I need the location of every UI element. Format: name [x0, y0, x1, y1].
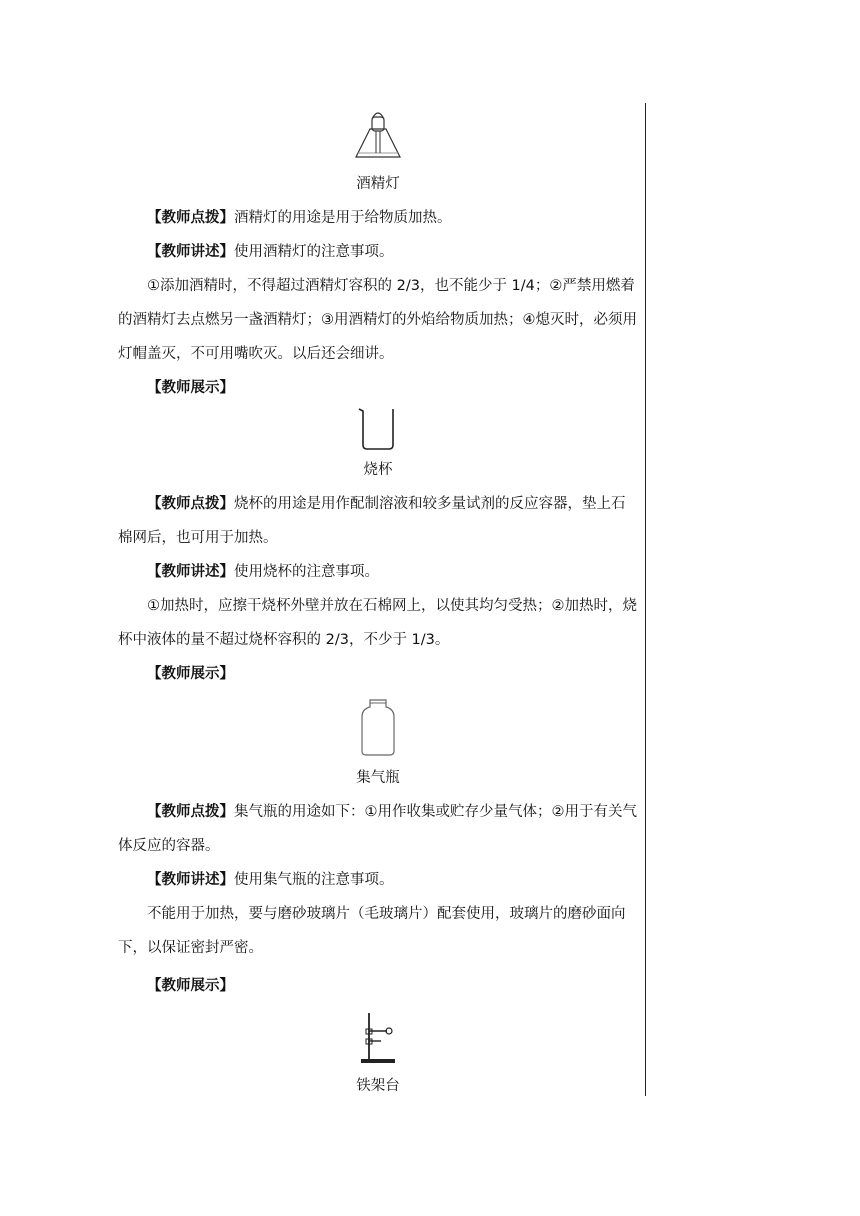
tag-label: 【教师展示】 — [147, 380, 234, 396]
figure-caption-stand: 铁架台 — [356, 1078, 400, 1094]
paragraph — [118, 555, 638, 589]
paragraph-text: 使用烧杯的注意事项。 — [234, 564, 379, 580]
paragraph: 不能用于加热，要与磨砂玻璃片（毛玻璃片）配套使用，玻璃片的磨砂面向下，以保证密封严密。 — [118, 906, 626, 956]
iron-stand-icon — [355, 1011, 401, 1067]
tag-label: 【教师展示】 — [147, 666, 234, 682]
paragraph-text: 烧杯的用途是用作配制溶液和较多量试剂的反应容器，垫上石棉网后，也可用于加热。 — [118, 496, 626, 546]
paragraph: ①添加酒精时，不得超过酒精灯容积的 2/3，也不能少于 1/4；②严禁用燃着的酒精灯去点燃另一盏酒精灯；③用酒精灯的外焰给物质加热；④熄灭时，必须用灯帽盖灭，不可用嘴吹灭。以后还会细讲。 — [118, 278, 637, 362]
tag-label: 【教师讲述】 — [147, 872, 234, 888]
figure-caption-lamp: 酒精灯 — [356, 176, 400, 192]
paragraph-text: 集气瓶的用途如下：①用作收集或贮存少量气体；②用于有关气体反应的容器。 — [118, 804, 637, 854]
paragraph-text: 酒精灯的用途是用于给物质加热。 — [234, 210, 452, 226]
beaker-icon — [353, 405, 403, 451]
paragraph — [118, 657, 638, 691]
paragraph — [118, 795, 638, 863]
figure-caption-bottle: 集气瓶 — [356, 770, 400, 786]
paragraph — [118, 487, 638, 555]
gas-bottle-figure — [118, 691, 638, 761]
paragraph — [118, 969, 638, 1003]
figure-caption-beaker: 烧杯 — [363, 462, 393, 478]
content-column — [118, 107, 638, 1103]
paragraph-text: 使用酒精灯的注意事项。 — [234, 244, 394, 260]
paragraph: ①加热时，应擦干烧杯外壁并放在石棉网上，以使其均匀受热；②加热时，烧杯中液体的量不超过烧杯容积的 2/3，不少于 1/3。 — [118, 598, 637, 648]
tag-label: 【教师点拨】 — [147, 804, 234, 820]
tag-label: 【教师展示】 — [147, 978, 234, 994]
beaker-figure — [118, 405, 638, 453]
alcohol-lamp-figure — [118, 107, 638, 167]
paragraph — [118, 201, 638, 235]
gas-bottle-icon — [356, 697, 400, 757]
paragraph — [118, 235, 638, 269]
table-border-line — [645, 103, 646, 1096]
iron-stand-figure — [118, 1003, 638, 1069]
tag-label: 【教师点拨】 — [147, 496, 234, 512]
paragraph — [118, 371, 638, 405]
alcohol-lamp-icon — [348, 107, 408, 167]
tag-label: 【教师点拨】 — [147, 210, 234, 226]
tag-label: 【教师讲述】 — [147, 564, 234, 580]
tag-label: 【教师讲述】 — [147, 244, 234, 260]
paragraph — [118, 863, 638, 897]
paragraph-text: 使用集气瓶的注意事项。 — [234, 872, 394, 888]
